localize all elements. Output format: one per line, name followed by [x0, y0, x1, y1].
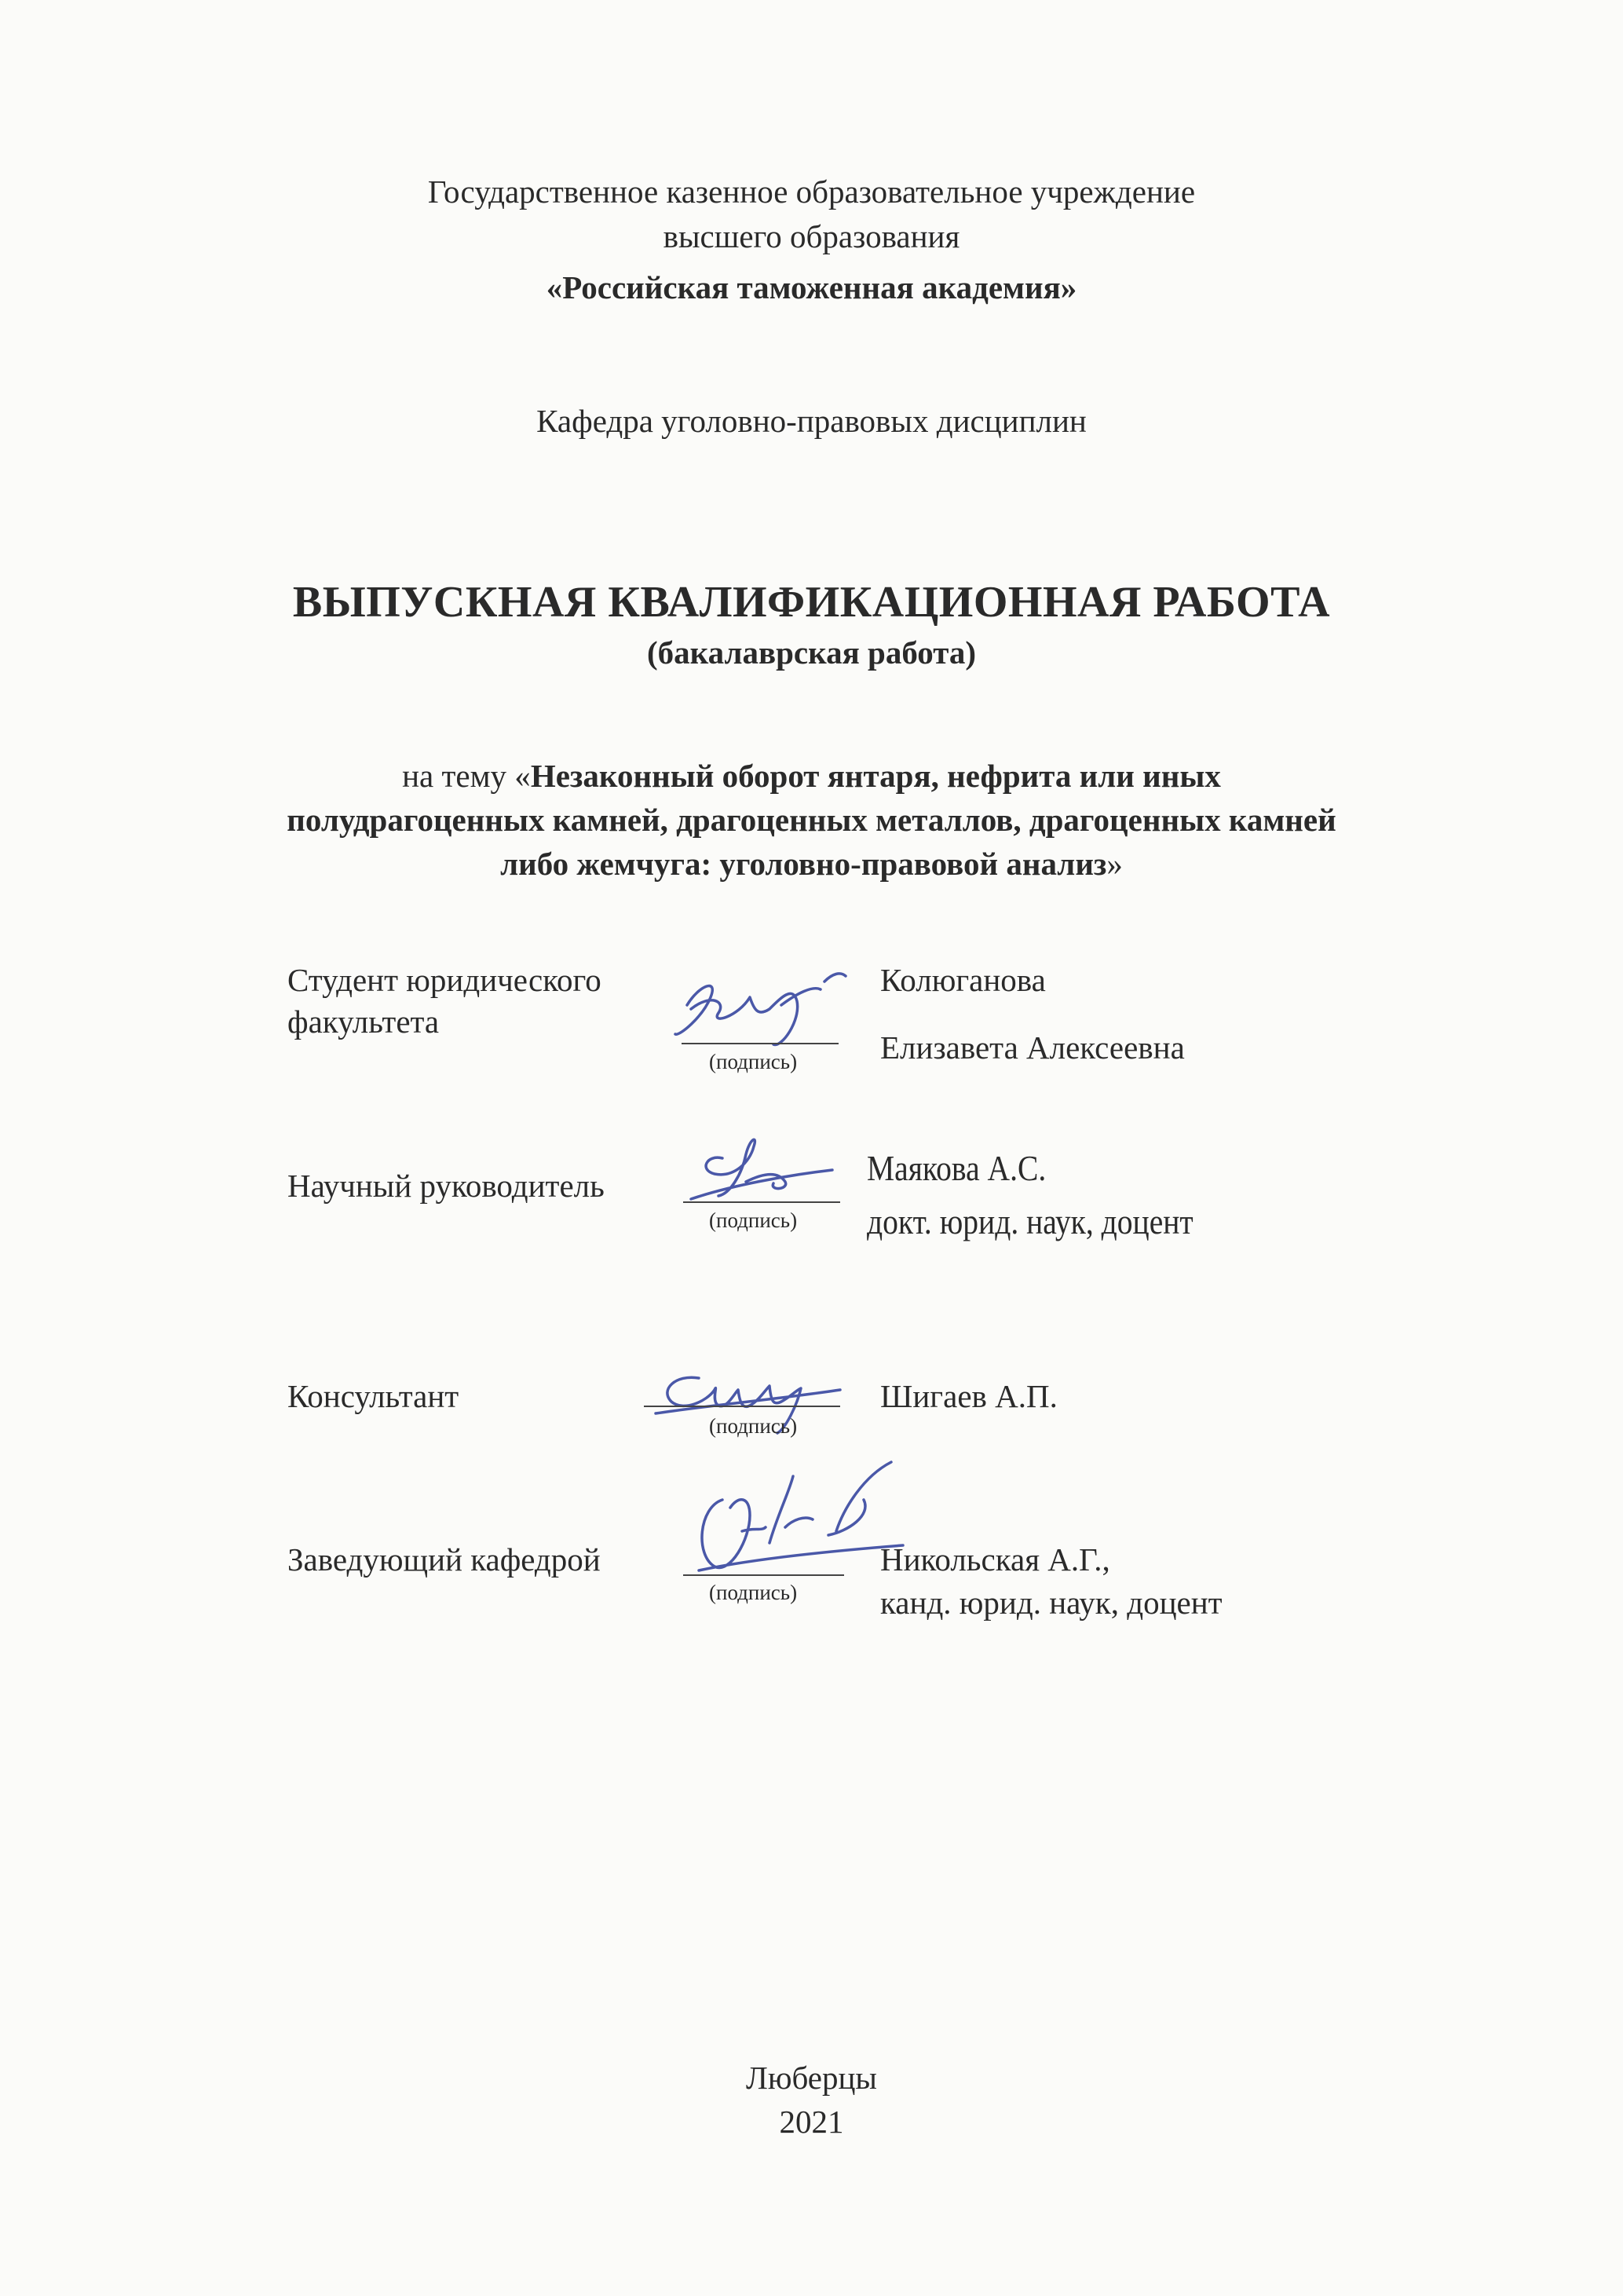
topic-text-1: Незаконный оборот янтаря, нефрита или иных	[530, 758, 1221, 794]
student-given-names: Елизавета Алексеевна	[880, 1029, 1185, 1066]
consultant-role: Консультант	[287, 1378, 459, 1414]
topic-line-3	[0, 843, 1623, 884]
topic-suffix: »	[1106, 846, 1123, 882]
supervisor-degree: докт. юрид. наук, доцент	[867, 1201, 1193, 1241]
supervisor-signature-caption: (подпись)	[709, 1208, 798, 1232]
topic-prefix: на тему «	[402, 758, 531, 794]
year: 2021	[779, 2104, 844, 2140]
topic-line-2: полудрагоценных камней, драгоценных металлов, драгоценных камней	[287, 802, 1336, 838]
institution-line-2: высшего образования	[663, 218, 960, 254]
consultant-signature-caption: (подпись)	[709, 1414, 798, 1438]
institution-line-1: Государственное казенное образовательное учреждение	[427, 174, 1196, 210]
topic-text-3: либо жемчуга: уголовно-правовой анализ	[500, 846, 1107, 882]
head-signature-line	[683, 1574, 844, 1576]
head-name: Никольская А.Г.,	[880, 1541, 1110, 1578]
head-degree: канд. юрид. наук, доцент	[880, 1585, 1223, 1621]
head-signature-caption: (подпись)	[709, 1581, 798, 1604]
topic-line-1	[0, 755, 1623, 796]
student-signature	[663, 962, 852, 1056]
student-role-line-2: факультета	[287, 1004, 440, 1040]
student-signature-line	[682, 1043, 839, 1044]
supervisor-name: Маякова А.С.	[867, 1148, 1047, 1188]
supervisor-signature	[675, 1127, 848, 1213]
city: Люберцы	[746, 2060, 877, 2096]
supervisor-signature-line	[683, 1201, 840, 1203]
head-role: Заведующий кафедрой	[287, 1541, 601, 1578]
head-signature	[675, 1453, 911, 1586]
work-title: ВЫПУСКНАЯ КВАЛИФИКАЦИОННАЯ РАБОТА	[292, 578, 1331, 627]
student-role-line-1: Студент юридического	[287, 962, 601, 998]
institution-name: «Российская таможенная академия»	[546, 269, 1077, 305]
consultant-signature-line	[644, 1406, 840, 1407]
student-signature-caption: (подпись)	[709, 1050, 798, 1073]
department: Кафедра уголовно-правовых дисциплин	[536, 403, 1087, 439]
supervisor-role: Научный руководитель	[287, 1168, 605, 1204]
consultant-name: Шигаев А.П.	[880, 1378, 1058, 1414]
work-subtitle: (бакалаврская работа)	[646, 634, 977, 671]
student-surname: Колюганова	[880, 962, 1046, 998]
